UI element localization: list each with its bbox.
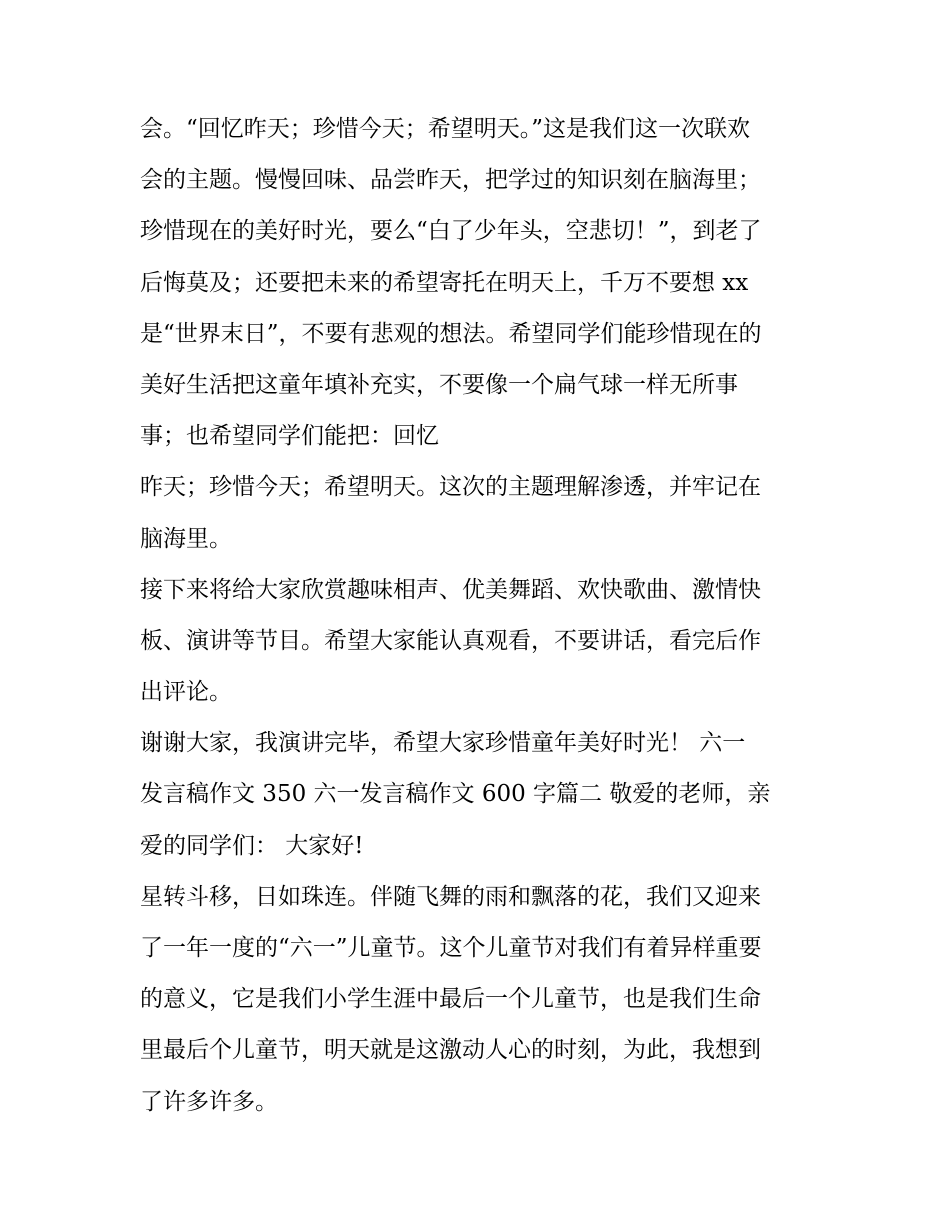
- document-body: [140, 104, 820, 1128]
- text-line: 接下来将给大家欣赏趣味相声、优美舞蹈、欢快歌曲、激情快: [140, 576, 761, 603]
- text-line: 了一年一度的“六一”儿童节。这个儿童节对我们有着异样重要: [140, 935, 762, 961]
- text-line: 了许多许多。: [140, 1088, 278, 1115]
- text-line: 的意义，它是我们小学生涯中最后一个儿童节，也是我们生命: [140, 986, 761, 1013]
- text-line: 昨天；珍惜今天；希望明天。这次的主题理解渗透，并牢记在: [140, 474, 761, 501]
- text-line: 出评论。: [140, 679, 232, 706]
- text-line: 是“世界末日”，不要有悲观的想法。希望同学们能珍惜现在的: [140, 320, 762, 347]
- text-line: 会的主题。慢慢回味、品尝昨天，把学过的知识刻在脑海里；: [140, 167, 761, 194]
- text-line: 会。“回忆昨天；珍惜今天；希望明天。”这是我们这一次联欢: [140, 116, 751, 142]
- text-line: 后悔莫及；还要把未来的希望寄托在明天上，千万不要想 xx: [140, 269, 749, 296]
- text-line: 事；也希望同学们能把：回忆: [140, 423, 439, 450]
- text-line: 发言稿作文 350 六一发言稿作文 600 字篇二 敬爱的老师，亲: [140, 781, 771, 808]
- text-line: 脑海里。: [140, 525, 232, 552]
- text-line: 美好生活把这童年填补充实，不要像一个扁气球一样无所事: [140, 371, 738, 398]
- text-line: 珍惜现在的美好时光，要么“白了少年头，空悲切！”，到老了: [140, 218, 762, 245]
- text-line: 星转斗移，日如珠连。伴随飞舞的雨和飘落的花，我们又迎来: [140, 883, 761, 910]
- text-line: 板、演讲等节目。希望大家能认真观看，不要讲话，看完后作: [140, 627, 761, 654]
- text-line: 谢谢大家，我演讲完毕，希望大家珍惜童年美好时光！ 六一: [140, 730, 746, 757]
- text-line: 里最后个儿童节，明天就是这激动人心的时刻，为此，我想到: [140, 1037, 761, 1064]
- text-line: 爱的同学们： 大家好!: [140, 832, 364, 859]
